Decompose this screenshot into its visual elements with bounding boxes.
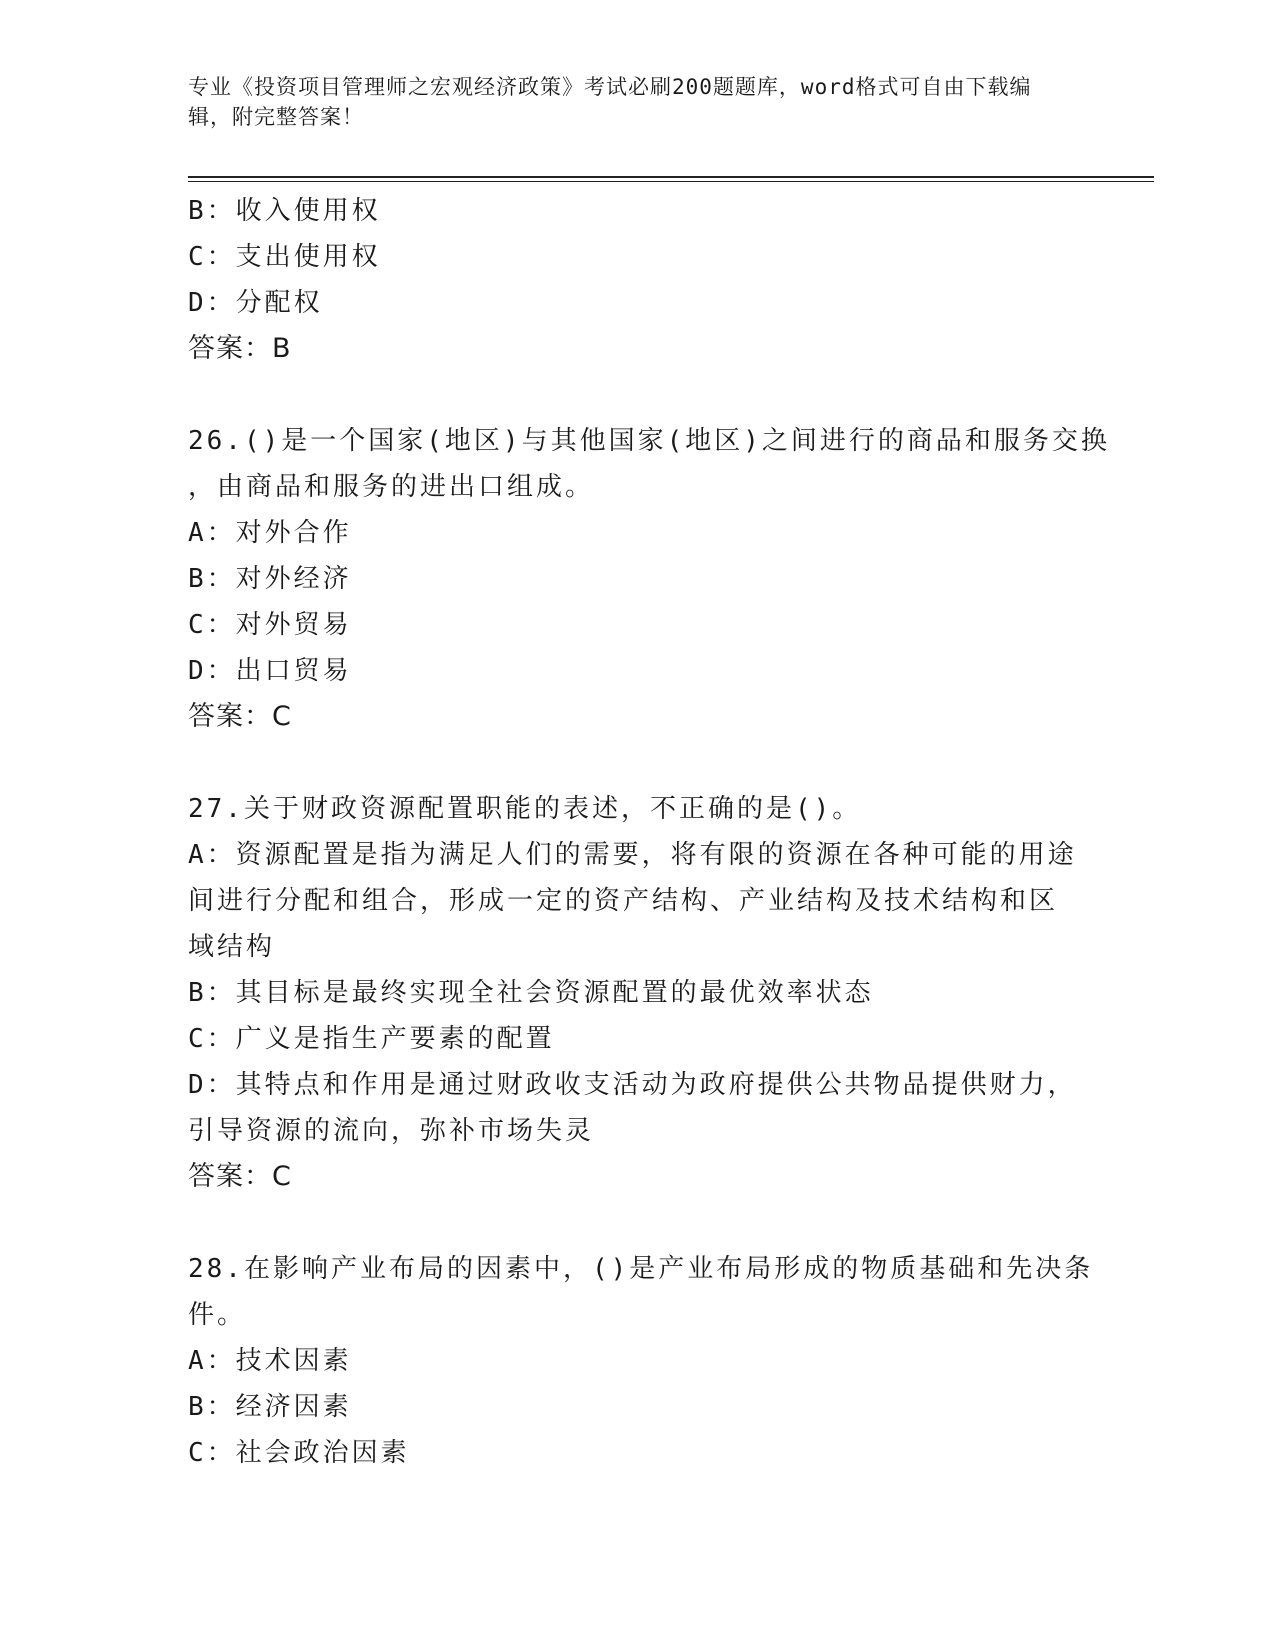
option-a: A：对外合作 (188, 518, 352, 548)
option-c: C：支出使用权 (188, 242, 381, 272)
option-c: C：社会政治因素 (188, 1438, 410, 1468)
question-list (188, 188, 1110, 1476)
header-divider-thin (188, 181, 1154, 182)
question-26 (188, 418, 1110, 740)
option-a-line: 间进行分配和组合，形成一定的资产结构、产业结构及技术结构和区 (188, 886, 1059, 916)
option-b: B：其目标是最终实现全社会资源配置的最优效率状态 (188, 978, 874, 1008)
option-b: B：对外经济 (188, 564, 352, 594)
option-d-line: 引导资源的流向，弥补市场失灵 (188, 1116, 595, 1146)
option-a-line: A：资源配置是指为满足人们的需要，将有限的资源在各种可能的用途 (188, 840, 1077, 870)
option-b: B：收入使用权 (188, 196, 381, 226)
answer: 答案：B (188, 333, 292, 364)
question-stem-line: 件。 (188, 1300, 247, 1330)
question-stem-line: ，由商品和服务的进出口组成。 (188, 472, 595, 502)
option-c: C：广义是指生产要素的配置 (188, 1024, 555, 1054)
answer: 答案：C (188, 1161, 292, 1192)
header-divider-thick (188, 176, 1154, 178)
option-a: A：技术因素 (188, 1346, 352, 1376)
question-25 (188, 188, 1088, 372)
option-b: B：经济因素 (188, 1392, 352, 1422)
option-d-line: D：其特点和作用是通过财政收支活动为政府提供公共物品提供财力， (188, 1070, 1077, 1100)
question-27 (188, 786, 1088, 1200)
answer: 答案：C (188, 701, 292, 732)
option-c: C：对外贸易 (188, 610, 352, 640)
question-28 (188, 1246, 1094, 1476)
question-stem-line: 26.()是一个国家(地区)与其他国家(地区)之间进行的商品和服务交换 (188, 426, 1110, 456)
question-stem: 27.关于财政资源配置职能的表述，不正确的是()。 (188, 794, 862, 824)
option-d: D：出口贸易 (188, 656, 352, 686)
question-stem-line: 28.在影响产业布局的因素中，()是产业布局形成的物质基础和先决条 (188, 1254, 1094, 1284)
option-a-line: 域结构 (188, 932, 276, 962)
option-d: D：分配权 (188, 288, 323, 318)
document-header: 专业《投资项目管理师之宏观经济政策》考试必刷200题题库，word格式可自由下载编辑，附完整答案！ (188, 75, 1032, 129)
